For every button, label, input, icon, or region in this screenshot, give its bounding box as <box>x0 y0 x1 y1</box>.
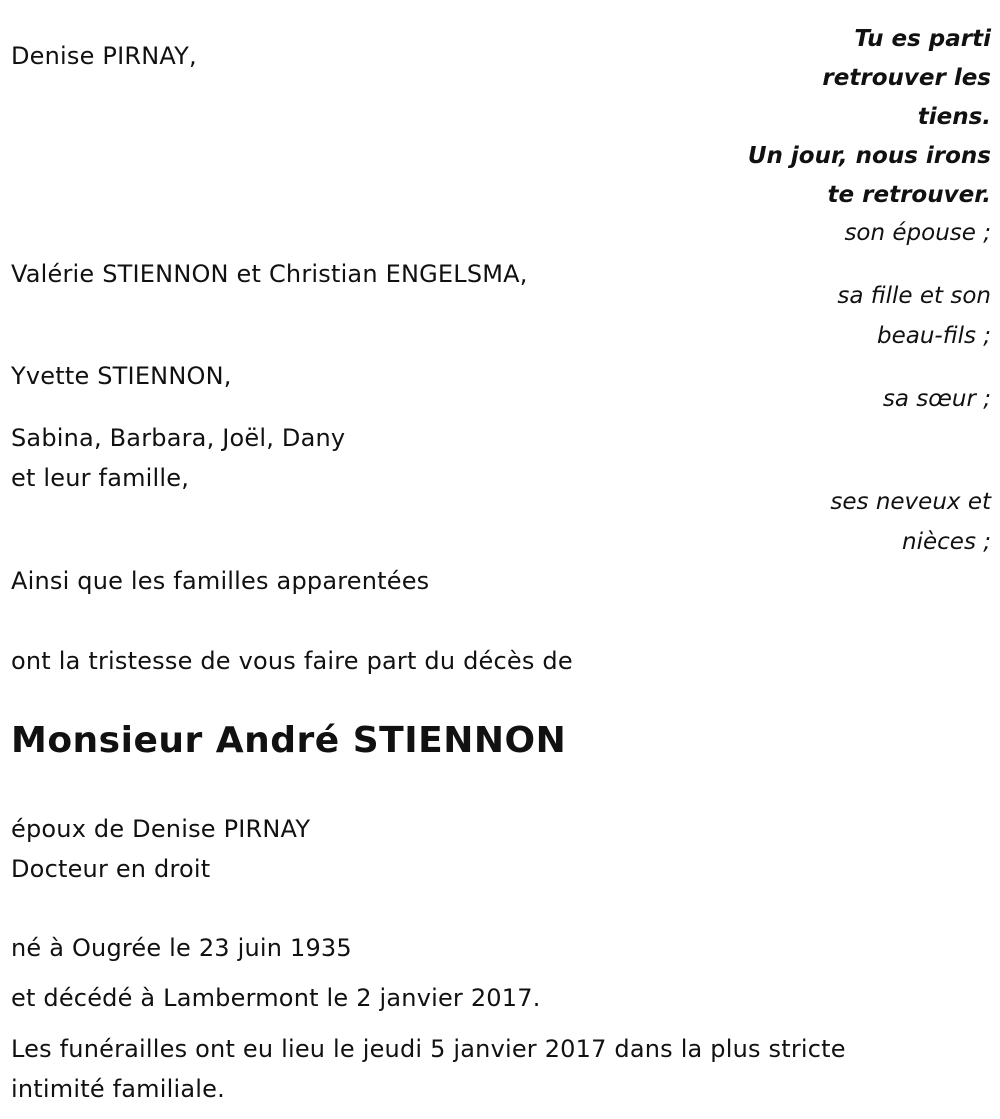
poem-line: tiens. <box>917 104 991 130</box>
funeral-info: Les funérailles ont eu lieu le jeudi 5 janvier 2017 dans la plus stricte intimité familiale. <box>11 1035 846 1103</box>
detail-line: Docteur en droit <box>11 855 211 883</box>
announcement: ont la tristesse de vous faire part du décès de <box>11 647 573 675</box>
family-member-relation: son épouse ; <box>844 220 991 246</box>
family-member-names: Yvette STIENNON, <box>11 362 232 390</box>
family-member-names: Valérie STIENNON et Christian ENGELSMA, <box>11 260 528 288</box>
family-member-names: Denise PIRNAY, <box>11 42 197 70</box>
family-member-relation: sa sœur ; <box>882 386 991 412</box>
poem <box>748 20 991 215</box>
deceased-name: Monsieur André STIENNON <box>11 720 567 761</box>
death-info: et décédé à Lambermont le 2 janvier 2017. <box>11 984 541 1012</box>
poem-line: Tu es parti <box>854 26 991 52</box>
families-line: Ainsi que les familles apparentées <box>11 567 430 595</box>
poem-line: retrouver les <box>822 65 991 91</box>
poem-line: Un jour, nous irons <box>747 143 991 169</box>
poem-line: te retrouver. <box>827 182 991 208</box>
deceased-details <box>11 809 310 889</box>
birth-info: né à Ougrée le 23 juin 1935 <box>11 934 352 962</box>
detail-line: époux de Denise PIRNAY <box>11 815 311 843</box>
family-member-relation: ses neveux et nièces ; <box>830 489 991 555</box>
family-member-names: Sabina, Barbara, Joël, Dany et leur famille, <box>11 424 346 492</box>
family-member-relation: sa fille et son beau-fils ; <box>837 283 991 349</box>
